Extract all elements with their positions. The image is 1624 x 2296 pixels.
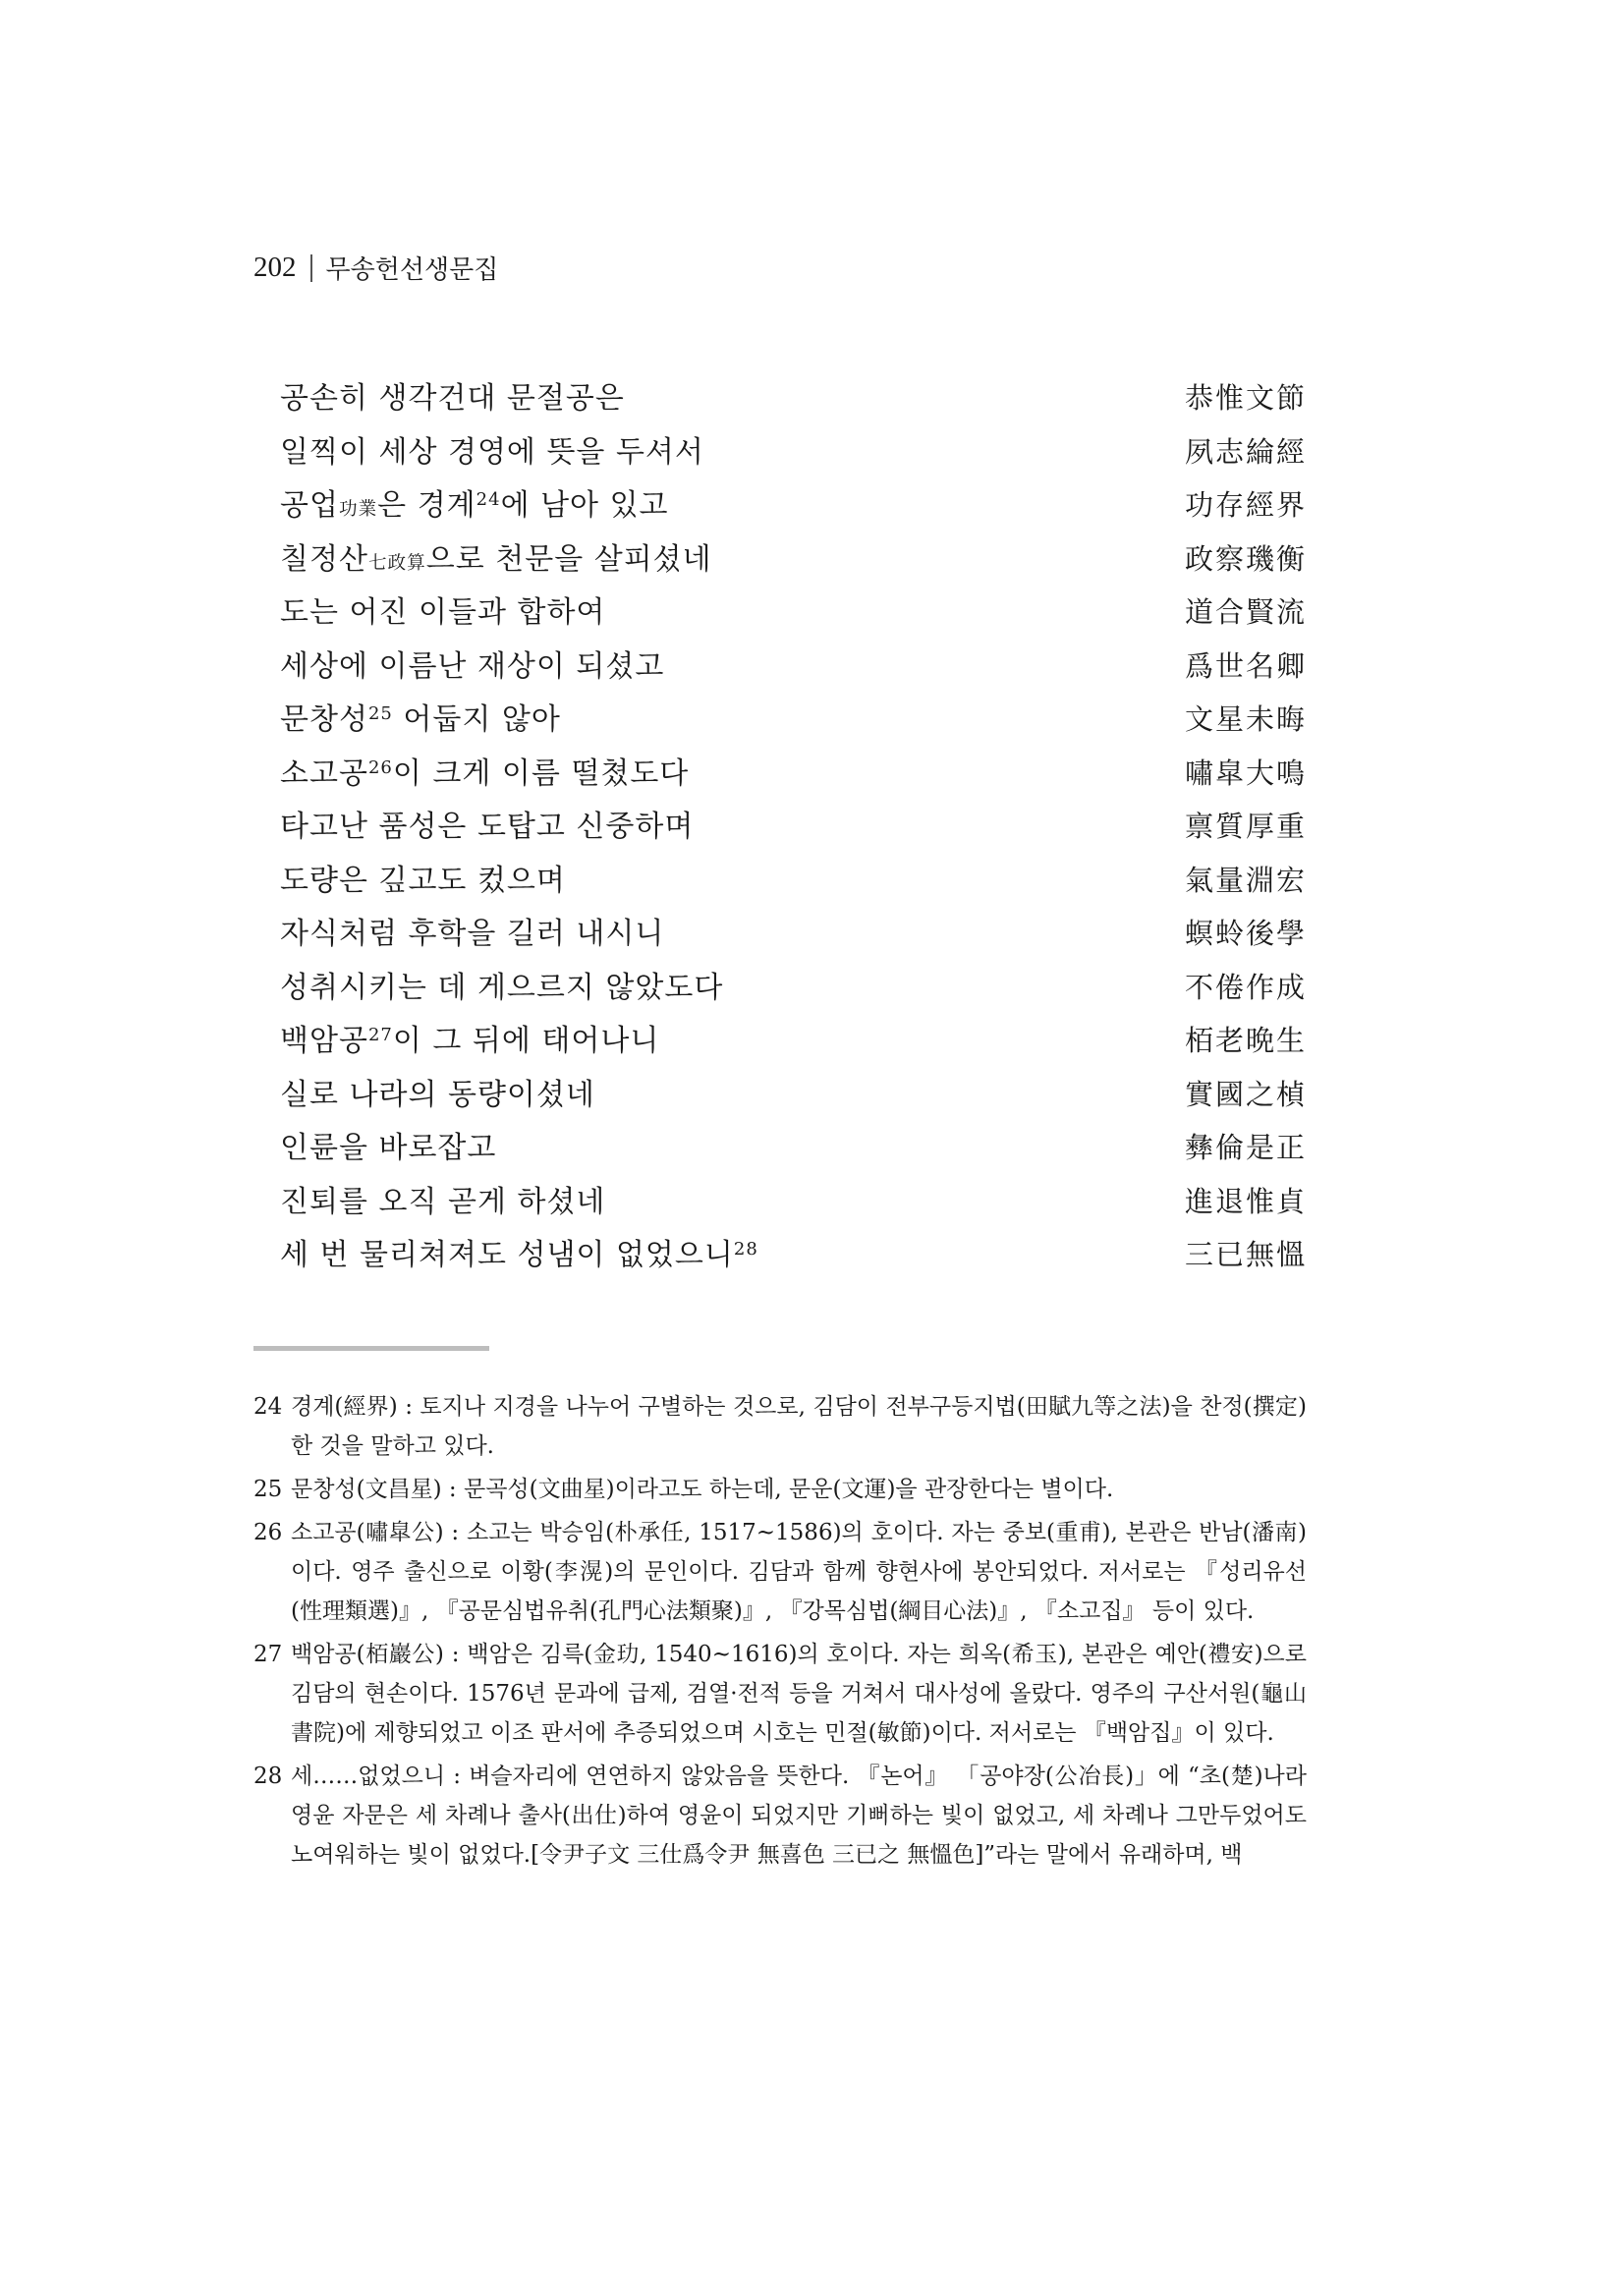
poem-korean — [280, 695, 561, 738]
footnote — [253, 1513, 1307, 1631]
poem-text: 이 크게 이름 떨쳤도다 — [392, 756, 690, 791]
poem-line — [280, 1070, 1307, 1124]
footnote-number: 27 — [253, 1642, 283, 1667]
poem-text: 백암공 — [280, 1024, 368, 1058]
poem-line — [280, 909, 1307, 963]
footnote-number: 28 — [253, 1764, 283, 1789]
running-header — [253, 250, 498, 286]
poem-text: 이 그 뒤에 태어나니 — [392, 1024, 660, 1058]
poem-line — [280, 695, 1307, 749]
poem-hanja: 禀質厚重 — [1184, 810, 1307, 843]
footnote — [253, 1470, 1307, 1509]
poem-line — [280, 1016, 1307, 1070]
footnote-ref[interactable]: 26 — [367, 756, 393, 778]
poem-line — [280, 534, 1307, 588]
poem-hanja: 爲世名卿 — [1184, 648, 1307, 683]
poem-hanja: 栢老晩生 — [1184, 1024, 1307, 1057]
poem-line — [280, 963, 1307, 1017]
poem-line — [280, 588, 1307, 642]
footnote-text: 백암공(栢巖公) : 백암은 김륵(金玏, 1540~1616)의 호이다. 자는 희옥(希玉), 본관은 예안(禮安)으로 김담의 현손이다. 1576년 문과에 급제, 검열·전적 등을 거쳐서 대사성에 올랐다. 영주의 구산서원(龜山書院)에 제향되었고 이조 판서에 추증되었으며 시호는 민절(敏節)이다. 저서로는 『백암집』이 있다. — [291, 1642, 1307, 1746]
poem-korean — [280, 1016, 659, 1059]
inline-hanja: 功業 — [338, 499, 378, 520]
footnote-separator — [253, 1346, 489, 1351]
poem-korean: 도량은 깊고도 컸으며 — [280, 863, 566, 898]
footnote — [253, 1387, 1307, 1466]
footnote-ref[interactable]: 27 — [367, 1025, 393, 1046]
page-number: 202 — [253, 252, 297, 283]
poem-korean: 진퇴를 오직 곧게 하셨네 — [280, 1184, 606, 1219]
poem-text: 으로 천문을 살피셨네 — [425, 541, 712, 577]
poem-line — [280, 373, 1307, 427]
poem-hanja: 嘯皐大鳴 — [1184, 756, 1307, 790]
poem-hanja: 功存經界 — [1184, 488, 1307, 522]
poem-hanja: 恭惟文節 — [1184, 381, 1307, 415]
poem-korean: 타고난 품성은 도탑고 신중하며 — [280, 810, 695, 844]
inline-hanja: 七政算 — [367, 552, 426, 574]
poem — [280, 373, 1307, 1284]
footnote — [253, 1635, 1307, 1753]
poem-korean: 자식처럼 후학을 길러 내시니 — [280, 917, 665, 951]
footnote-number: 25 — [253, 1477, 283, 1502]
footnote-number: 24 — [253, 1394, 283, 1420]
poem-korean: 도는 어진 이들과 합하여 — [280, 595, 606, 630]
poem-korean — [280, 749, 689, 792]
footnote-ref[interactable]: 24 — [476, 489, 501, 511]
footnote-text: 경계(經界) : 토지나 지경을 나누어 구별하는 것으로, 김담이 전부구등지법(田賦九等之法)을 찬정(撰定)한 것을 말하고 있다. — [291, 1394, 1307, 1459]
poem-line — [280, 642, 1307, 696]
poem-korean: 인륜을 바로잡고 — [280, 1131, 497, 1165]
poem-line — [280, 480, 1307, 534]
poem-text: 문창성 — [280, 702, 368, 737]
poem-text: 칠정산 — [280, 541, 368, 577]
poem-text: 어둡지 않아 — [392, 702, 561, 737]
footnote-number: 26 — [253, 1520, 283, 1545]
footnote-ref[interactable]: 25 — [367, 703, 393, 725]
poem-line — [280, 427, 1307, 481]
poem-korean — [280, 480, 669, 524]
footnote-text: 세……없었으니 : 벼슬자리에 연연하지 않았음을 뜻한다. 『논어』 「공야장(公冶長)」에 “초(楚)나라 영윤 자문은 세 차례나 출사(出仕)하여 영윤이 되었지만 기뻐하는 빛이 없었고, 세 차례나 그만두었어도 노여워하는 빛이 없었다.[令尹子文 三仕爲令尹 無喜色 三已之 無慍色]”라는 말에서 유래하며, 백 — [291, 1764, 1307, 1868]
poem-line — [280, 856, 1307, 910]
poem-korean: 성취시키는 데 게으르지 않았도다 — [280, 970, 724, 1005]
footnotes — [253, 1387, 1307, 1878]
poem-text: 에 남아 있고 — [500, 488, 669, 523]
poem-line — [280, 1230, 1307, 1284]
poem-line — [280, 1177, 1307, 1231]
poem-hanja: 氣量淵宏 — [1184, 863, 1307, 897]
poem-line — [280, 1123, 1307, 1177]
poem-hanja: 螟蛉後學 — [1184, 917, 1307, 950]
poem-korean — [280, 534, 712, 578]
footnote — [253, 1757, 1307, 1875]
poem-korean — [280, 1230, 758, 1273]
poem-hanja: 實國之楨 — [1184, 1077, 1307, 1111]
poem-hanja: 夙志綸經 — [1184, 434, 1307, 469]
footnote-text: 문창성(文昌星) : 문곡성(文曲星)이라고도 하는데, 문운(文運)을 관장한다는 별이다. — [291, 1477, 1114, 1502]
poem-text: 소고공 — [280, 756, 368, 791]
poem-hanja: 文星未晦 — [1184, 702, 1307, 736]
poem-text: 은 경계 — [377, 488, 476, 523]
book-title: 무송헌선생문집 — [325, 255, 499, 285]
poem-hanja: 三已無慍 — [1184, 1238, 1307, 1271]
header-divider — [310, 254, 312, 282]
poem-hanja: 政察璣衡 — [1184, 541, 1307, 576]
poem-hanja: 道合賢流 — [1184, 595, 1307, 629]
poem-text: 세 번 물리쳐져도 성냄이 없었으니 — [280, 1238, 734, 1272]
poem-hanja: 進退惟貞 — [1184, 1184, 1307, 1218]
poem-korean: 세상에 이름난 재상이 되셨고 — [280, 648, 665, 684]
poem-line — [280, 749, 1307, 803]
poem-korean: 일찍이 세상 경영에 뜻을 두셔서 — [280, 434, 704, 470]
poem-text: 공업 — [280, 488, 339, 523]
poem-hanja: 彝倫是正 — [1184, 1131, 1307, 1164]
poem-korean: 실로 나라의 동량이셨네 — [280, 1077, 595, 1112]
footnote-ref[interactable]: 28 — [733, 1239, 758, 1260]
poem-korean: 공손히 생각건대 문절공은 — [280, 381, 625, 416]
poem-line — [280, 802, 1307, 856]
footnote-text: 소고공(嘯皐公) : 소고는 박승임(朴承任, 1517~1586)의 호이다. 자는 중보(重甫), 본관은 반남(潘南)이다. 영주 출신으로 이황(李滉)의 문인이다. 김담과 함께 향현사에 봉안되었다. 저서로는 『성리유선(性理類選)』, 『공문심법유취(孔門心法類聚)』, 『강목심법(綱目心法)』, 『소고집』 등이 있다. — [291, 1520, 1307, 1624]
poem-hanja: 不倦作成 — [1184, 970, 1307, 1004]
